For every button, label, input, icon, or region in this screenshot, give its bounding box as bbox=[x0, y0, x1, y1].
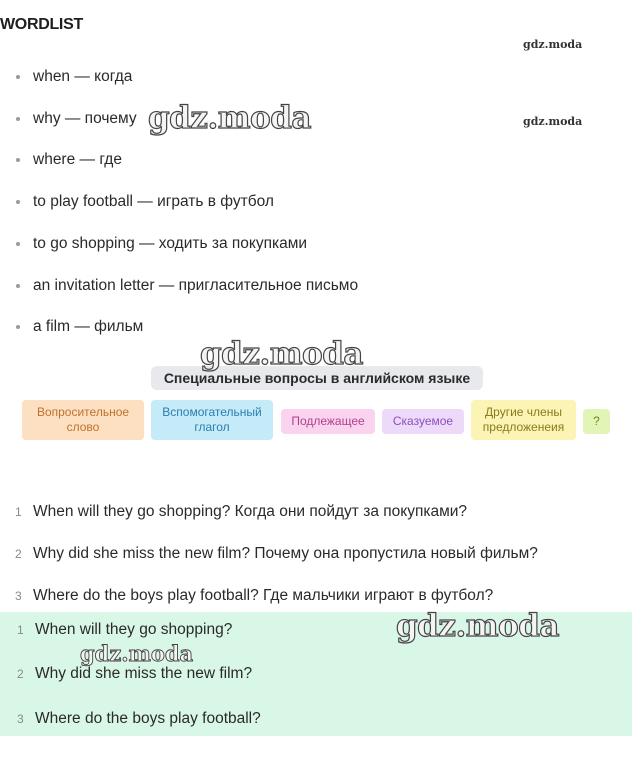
section-banner: Специальные вопросы в английском языке bbox=[151, 366, 483, 390]
chip-question-word: Вопросительное слово bbox=[22, 400, 144, 440]
list-item bbox=[16, 316, 143, 338]
watermark: gdz.moda bbox=[523, 38, 583, 51]
watermark: gdz.moda bbox=[148, 100, 311, 136]
word-text: a film — фильм bbox=[33, 318, 144, 335]
list-item bbox=[15, 585, 493, 607]
list-item bbox=[16, 66, 132, 88]
bullet-icon bbox=[16, 325, 20, 329]
list-item bbox=[15, 501, 467, 523]
list-item bbox=[16, 108, 137, 130]
list-item bbox=[16, 275, 358, 297]
answer-text: Why did she miss the new film? bbox=[35, 665, 253, 682]
list-item bbox=[17, 663, 252, 685]
wordlist-heading: WORDLIST bbox=[0, 16, 83, 33]
list-item bbox=[17, 619, 232, 641]
bullet-icon bbox=[16, 75, 20, 79]
item-number: 3 bbox=[15, 589, 22, 603]
chip-subject: Подлежащее bbox=[281, 409, 375, 434]
bullet-icon bbox=[16, 242, 20, 246]
list-item bbox=[16, 233, 307, 255]
watermark: gdz.moda bbox=[523, 115, 583, 128]
example-text: When will they go shopping? Когда они пойдут за покупками? bbox=[33, 503, 468, 520]
example-text: Where do the boys play football? Где мальчики играют в футбол? bbox=[33, 587, 494, 604]
watermark: gdz.moda bbox=[80, 641, 194, 666]
chip-question-mark: ? bbox=[583, 409, 610, 434]
item-number: 2 bbox=[17, 667, 24, 681]
chip-auxiliary-verb: Вспомогательный глагол bbox=[151, 400, 273, 440]
list-item bbox=[16, 149, 122, 171]
answer-text: When will they go shopping? bbox=[35, 621, 233, 638]
word-text: to go shopping — ходить за покупками bbox=[33, 235, 308, 252]
chip-predicate: Сказуемое bbox=[382, 409, 464, 434]
bullet-icon bbox=[16, 200, 20, 204]
word-text: where — где bbox=[33, 151, 122, 168]
chip-other-members: Другие члены предложенеия bbox=[471, 400, 576, 440]
word-text: an invitation letter — пригласительное письмо bbox=[33, 277, 359, 294]
watermark: gdz.moda bbox=[200, 336, 363, 372]
item-number: 1 bbox=[15, 505, 22, 519]
item-number: 1 bbox=[17, 623, 24, 637]
word-text: when — когда bbox=[33, 68, 133, 85]
bullet-icon bbox=[16, 158, 20, 162]
word-text: to play football — играть в футбол bbox=[33, 193, 274, 210]
list-item bbox=[15, 543, 538, 565]
list-item bbox=[17, 708, 261, 730]
watermark: gdz.moda bbox=[396, 608, 559, 644]
word-text: why — почему bbox=[33, 110, 137, 127]
bullet-icon bbox=[16, 117, 20, 121]
item-number: 3 bbox=[17, 712, 24, 726]
example-text: Why did she miss the new film? Почему она пропустила новый фильм? bbox=[33, 545, 538, 562]
item-number: 2 bbox=[15, 547, 22, 561]
bullet-icon bbox=[16, 284, 20, 288]
answer-text: Where do the boys play football? bbox=[35, 710, 261, 727]
list-item bbox=[16, 191, 274, 213]
